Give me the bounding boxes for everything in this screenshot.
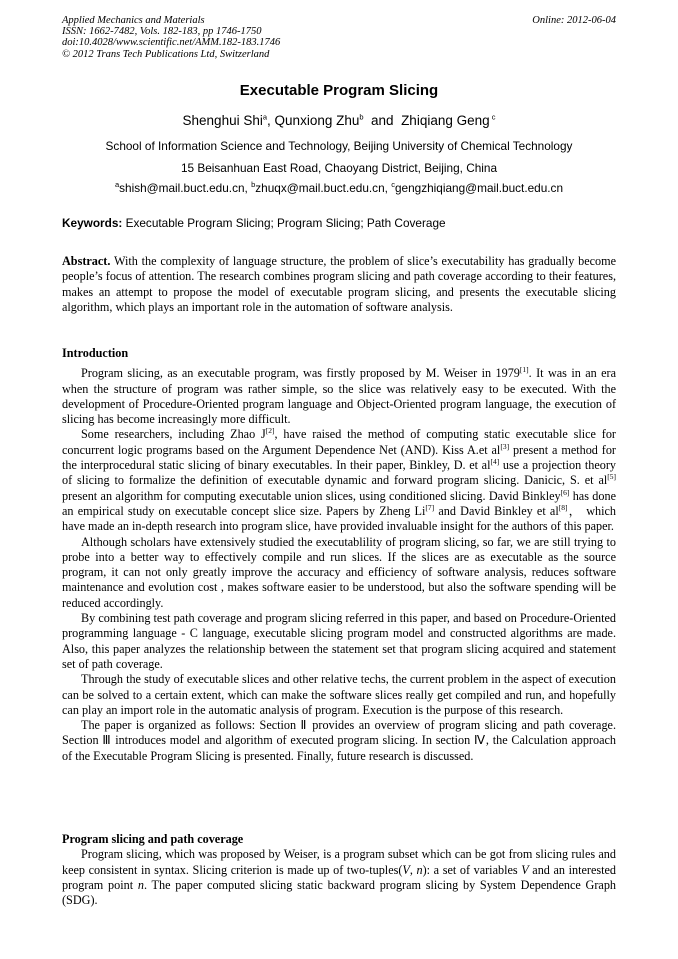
email-sup: c xyxy=(391,180,395,190)
email-link[interactable]: zhuqx@mail.buct.edu.cn, xyxy=(255,181,392,195)
keywords-text: Executable Program Slicing; Program Slicing; Path Coverage xyxy=(122,216,446,230)
text-run: , xyxy=(409,862,417,877)
paragraph xyxy=(62,427,616,534)
section-heading: Introduction xyxy=(62,346,129,360)
email-link[interactable]: shish@mail.buct.edu.cn, xyxy=(119,181,252,195)
abstract-text: With the complexity of language structure, the problem of slice’s executability has gradually become people’s focus of attention. The research combines program slicing and path coverage according to their features, makes an attempt to propose the model of executable program slicing, and presents the executable slicing algorithm, which plays an important role in the automation of software analysis. xyxy=(62,254,616,314)
math-var: V xyxy=(521,862,529,877)
author-sep: and xyxy=(363,113,402,128)
author-name: Qunxiong Zhu xyxy=(274,113,360,128)
citation-ref: [8] xyxy=(558,502,568,512)
paragraph: The paper is organized as follows: Section Ⅱ provides an overview of program slicing and path coverage. Section Ⅲ introduces model and algorithm of executed program slicing. In section Ⅳ, the Calculation approach of the Executable Program Slicing is presented. Finally, future research is discussed. xyxy=(62,718,616,763)
doi-line: doi:10.4028/www.scientific.net/AMM.182-183.1746 xyxy=(62,37,281,49)
citation-ref: [2] xyxy=(265,426,275,436)
abstract-paragraph xyxy=(62,254,616,315)
text-run: present a method for the interprocedural static slicing of binary executables. In their paper, Binkley, D. et al xyxy=(62,442,616,473)
issn-line: ISSN: 1662-7482, Vols. 182-183, pp 1746-1750 xyxy=(62,26,262,38)
author-name: Zhiqiang Geng xyxy=(401,113,490,128)
email-sup: a xyxy=(114,180,120,190)
math-var: n xyxy=(137,877,144,892)
author-list xyxy=(0,113,678,128)
text-run: and David Binkley et al xyxy=(434,503,559,518)
email-line xyxy=(0,181,678,195)
citation-ref: [3] xyxy=(500,441,510,451)
keywords-label: Keywords: xyxy=(62,216,123,230)
online-date: Online: 2012-06-04 xyxy=(532,15,616,26)
citation-ref: [4] xyxy=(490,457,500,467)
paragraph xyxy=(62,847,616,908)
email-sup: b xyxy=(251,180,256,190)
paragraph: Through the study of executable slices and other relative techs, the current problem in the aspect of execution can be solved to a certain extent, which can make the software slices really get compiled and run, and hopefully can play an import role in the automatic analysis of program. Execution is the purpose of this research. xyxy=(62,672,616,717)
text-run: has done an empirical study on executable concept slice size. Papers by Zheng Li xyxy=(62,488,616,518)
text-run: ): a set of variables xyxy=(422,862,522,877)
paper-title: Executable Program Slicing xyxy=(239,82,439,99)
text-run: ， which have made an in-depth research into program slice, have provided invaluable insight for the authors of this paper. xyxy=(62,503,616,534)
text-run: , have raised the method of computing static executable slice for concurrent logic programs based on the Argument Dependence Net (AND). Kiss A.et al xyxy=(62,427,616,457)
email-link[interactable]: gengzhiqiang@mail.buct.edu.cn xyxy=(394,181,564,195)
citation-ref: [6] xyxy=(560,487,570,497)
citation-ref: [1] xyxy=(519,365,529,375)
text-run: and an interested program point xyxy=(62,862,616,892)
abstract-label: Abstract. xyxy=(62,254,111,268)
math-var: V xyxy=(402,862,410,877)
copyright-line: © 2012 Trans Tech Publications Ltd, Switzerland xyxy=(62,48,270,60)
paragraph: Although scholars have extensively studied the executablility of program slicing, so far, we are still trying to probe into a better way to effectively compile and run slices. If the slices are as executable as the source program, it can not only greatly improve the accuracy and efficiency of software analysis, reduces software maintenance and evolution cost , makes software easier to be understood, but also the software spending will be reduced accordingly. xyxy=(62,534,616,610)
journal-header xyxy=(62,15,616,60)
text-run: use a projection theory of slicing to formalize the definition of executable dynamic and forward program slicing. Danicic, S. et al xyxy=(62,458,617,488)
text-run: . It was in an era when the structure of program was rather simple, so the slice was relatively easy to be executed. With the development of Procedure-Oriented program language and Object-Oriented program language, the execution of slicing has become increasingly more difficult. xyxy=(62,366,617,427)
abstract-section xyxy=(62,254,616,315)
introduction-section xyxy=(62,346,616,764)
journal-name: Applied Mechanics and Materials xyxy=(62,15,205,26)
author-sep: , xyxy=(267,113,275,128)
paragraph: By combining test path coverage and program slicing referred in this paper, and based on Procedure-Oriented programming language - C language, executable slicing program model and constructed algorithms are made. Also, this paper analyzes the relationship between the statement set that program slicing acquired and statement set of path coverage. xyxy=(62,611,616,671)
author-sup: b xyxy=(359,112,364,122)
author-sup: c xyxy=(489,112,496,122)
author-name: Shenghui Shi xyxy=(182,113,263,128)
math-var: n xyxy=(416,862,423,877)
text-run: Program slicing, as an executable program, was firstly proposed by M. Weiser in 1979 xyxy=(81,366,520,381)
text-run: Some researchers, including Zhao J xyxy=(81,427,266,442)
address-line: 15 Beisanhuan East Road, Chaoyang District, Beijing, China xyxy=(180,161,498,175)
author-sup: a xyxy=(262,112,268,122)
keywords xyxy=(62,216,446,230)
text-run: present an algorithm for computing executable union slices, using conditioned slicing. David Binkley xyxy=(62,488,561,503)
program-slicing-section xyxy=(62,832,616,908)
paragraph xyxy=(62,366,616,427)
text-run: Program slicing, which was proposed by Weiser, is a program subset which can be got from slicing rules and keep consistent in syntax. Slicing criterion is made up of two-tuples( xyxy=(62,847,616,877)
affiliation-line: School of Information Science and Technology, Beijing University of Chemical Technology xyxy=(105,139,573,153)
citation-ref: [7] xyxy=(425,502,435,512)
text-run: . The paper computed slicing static backward program slicing by System Dependence Graph (SDG). xyxy=(62,877,617,908)
section-heading: Program slicing and path coverage xyxy=(62,832,244,846)
citation-ref: [5] xyxy=(607,472,616,482)
